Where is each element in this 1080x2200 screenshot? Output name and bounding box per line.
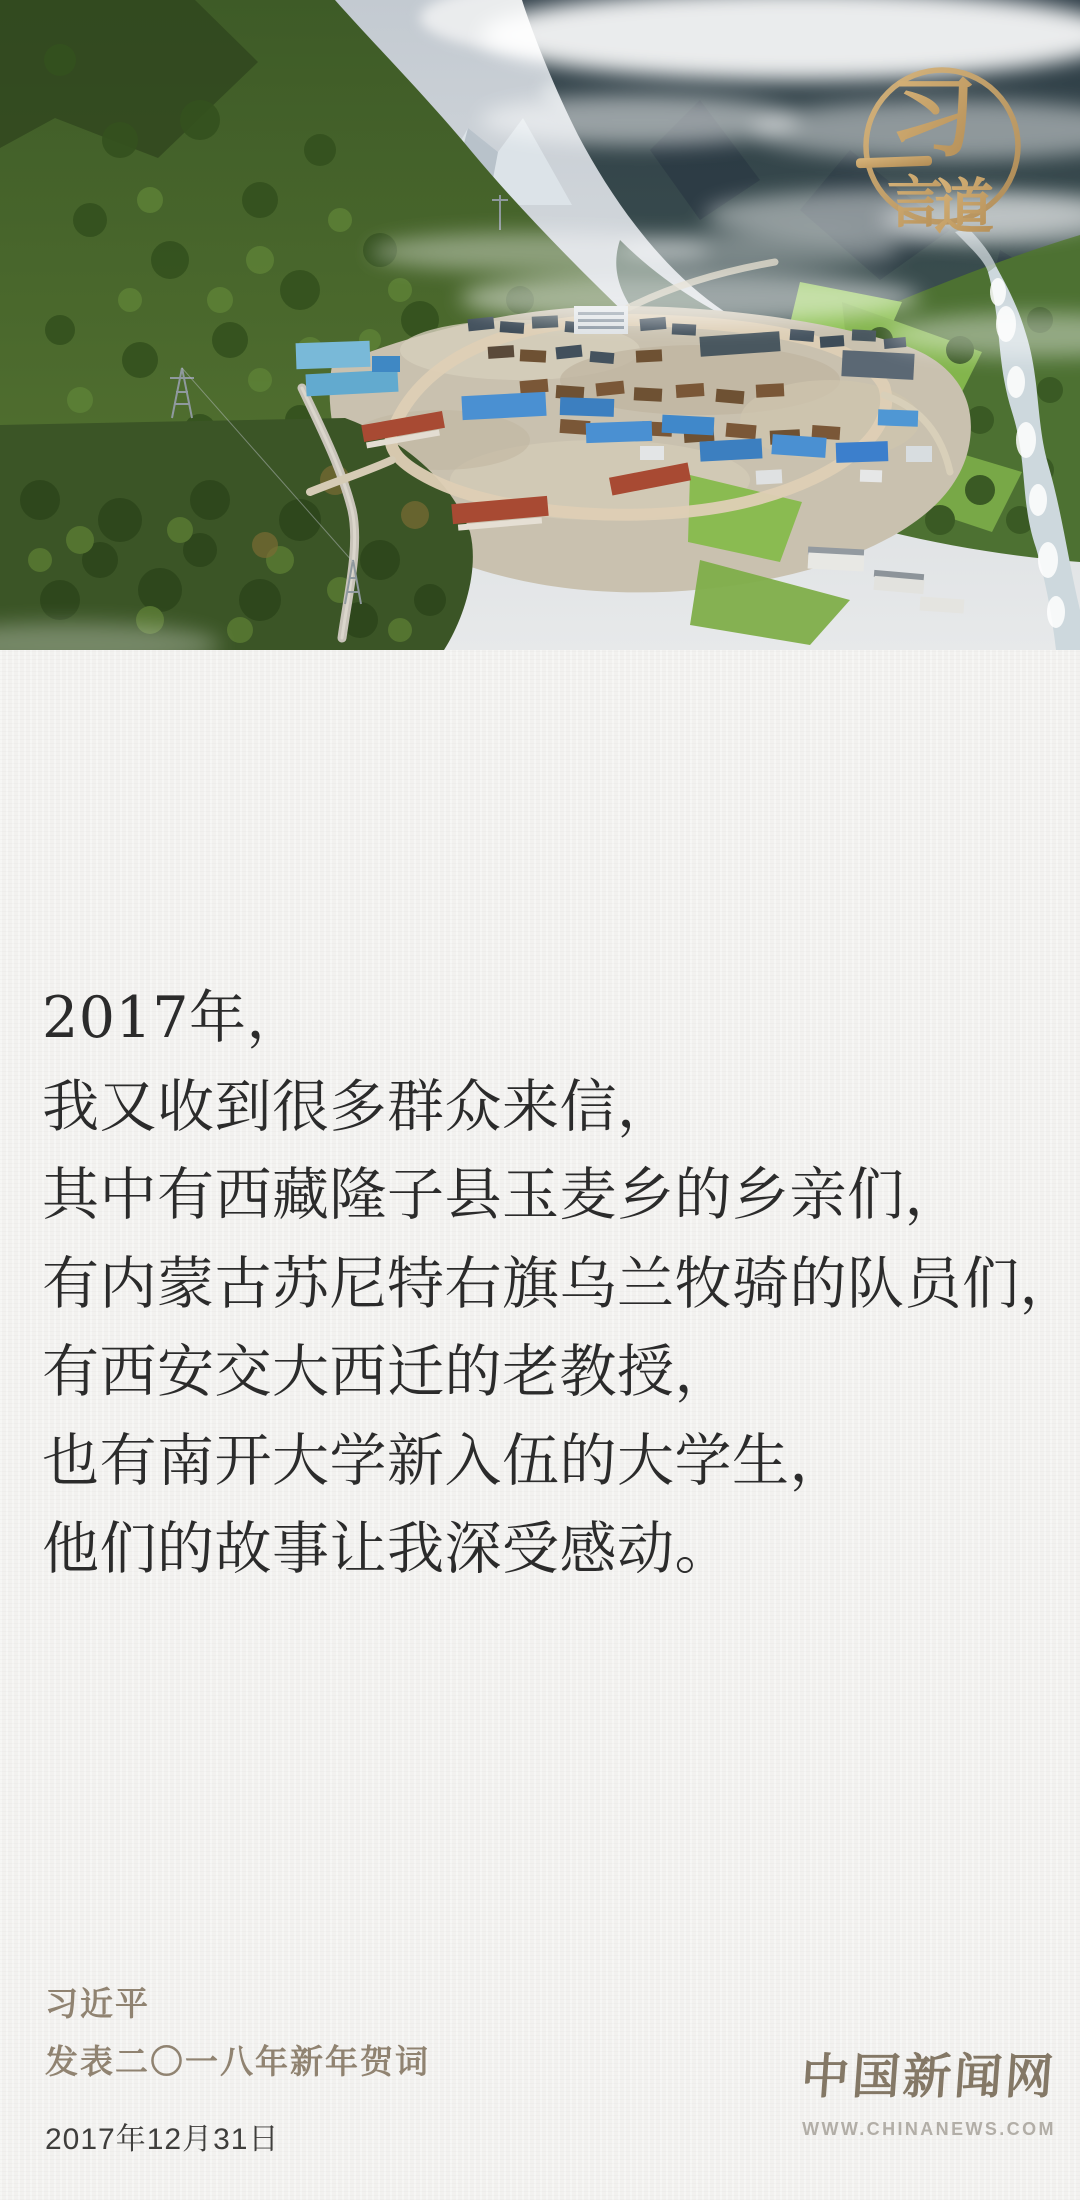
chinanews-url: WWW.CHINANEWS.COM bbox=[802, 2119, 1056, 2139]
quote-line: 2017年， bbox=[42, 985, 305, 1051]
valley-photo bbox=[0, 0, 1080, 650]
speech-date: 2017年12月31日 bbox=[45, 2123, 280, 2156]
quote-line: 也有南开大学新入伍的大学生， bbox=[42, 1427, 847, 1494]
event-title: 发表二〇一八年新年贺词 bbox=[45, 2043, 430, 2080]
logo-char-main: 习 bbox=[888, 65, 978, 169]
chinanews-logo: 中国新闻网 bbox=[799, 2049, 1059, 2105]
valley-photo-scene bbox=[0, 0, 1080, 650]
brand-block bbox=[798, 2038, 1060, 2140]
quote-line: 其中有西藏隆子县玉麦乡的乡亲们， bbox=[42, 1162, 962, 1228]
quote-line: 我又收到很多群众来信， bbox=[42, 1073, 675, 1140]
attribution bbox=[45, 1978, 430, 2158]
speaker-name: 习近平 bbox=[45, 1985, 150, 2022]
quote-line: 有内蒙古苏尼特右旗乌兰牧骑的队员们， bbox=[42, 1250, 1077, 1317]
logo-char-left: 言 bbox=[887, 170, 943, 236]
logo-char-right: 道 bbox=[934, 173, 994, 243]
quote-line: 有西安交大西迁的老教授， bbox=[42, 1339, 732, 1405]
quote-block bbox=[42, 974, 1077, 1594]
quote-line: 他们的故事让我深受感动。 bbox=[42, 1516, 732, 1582]
